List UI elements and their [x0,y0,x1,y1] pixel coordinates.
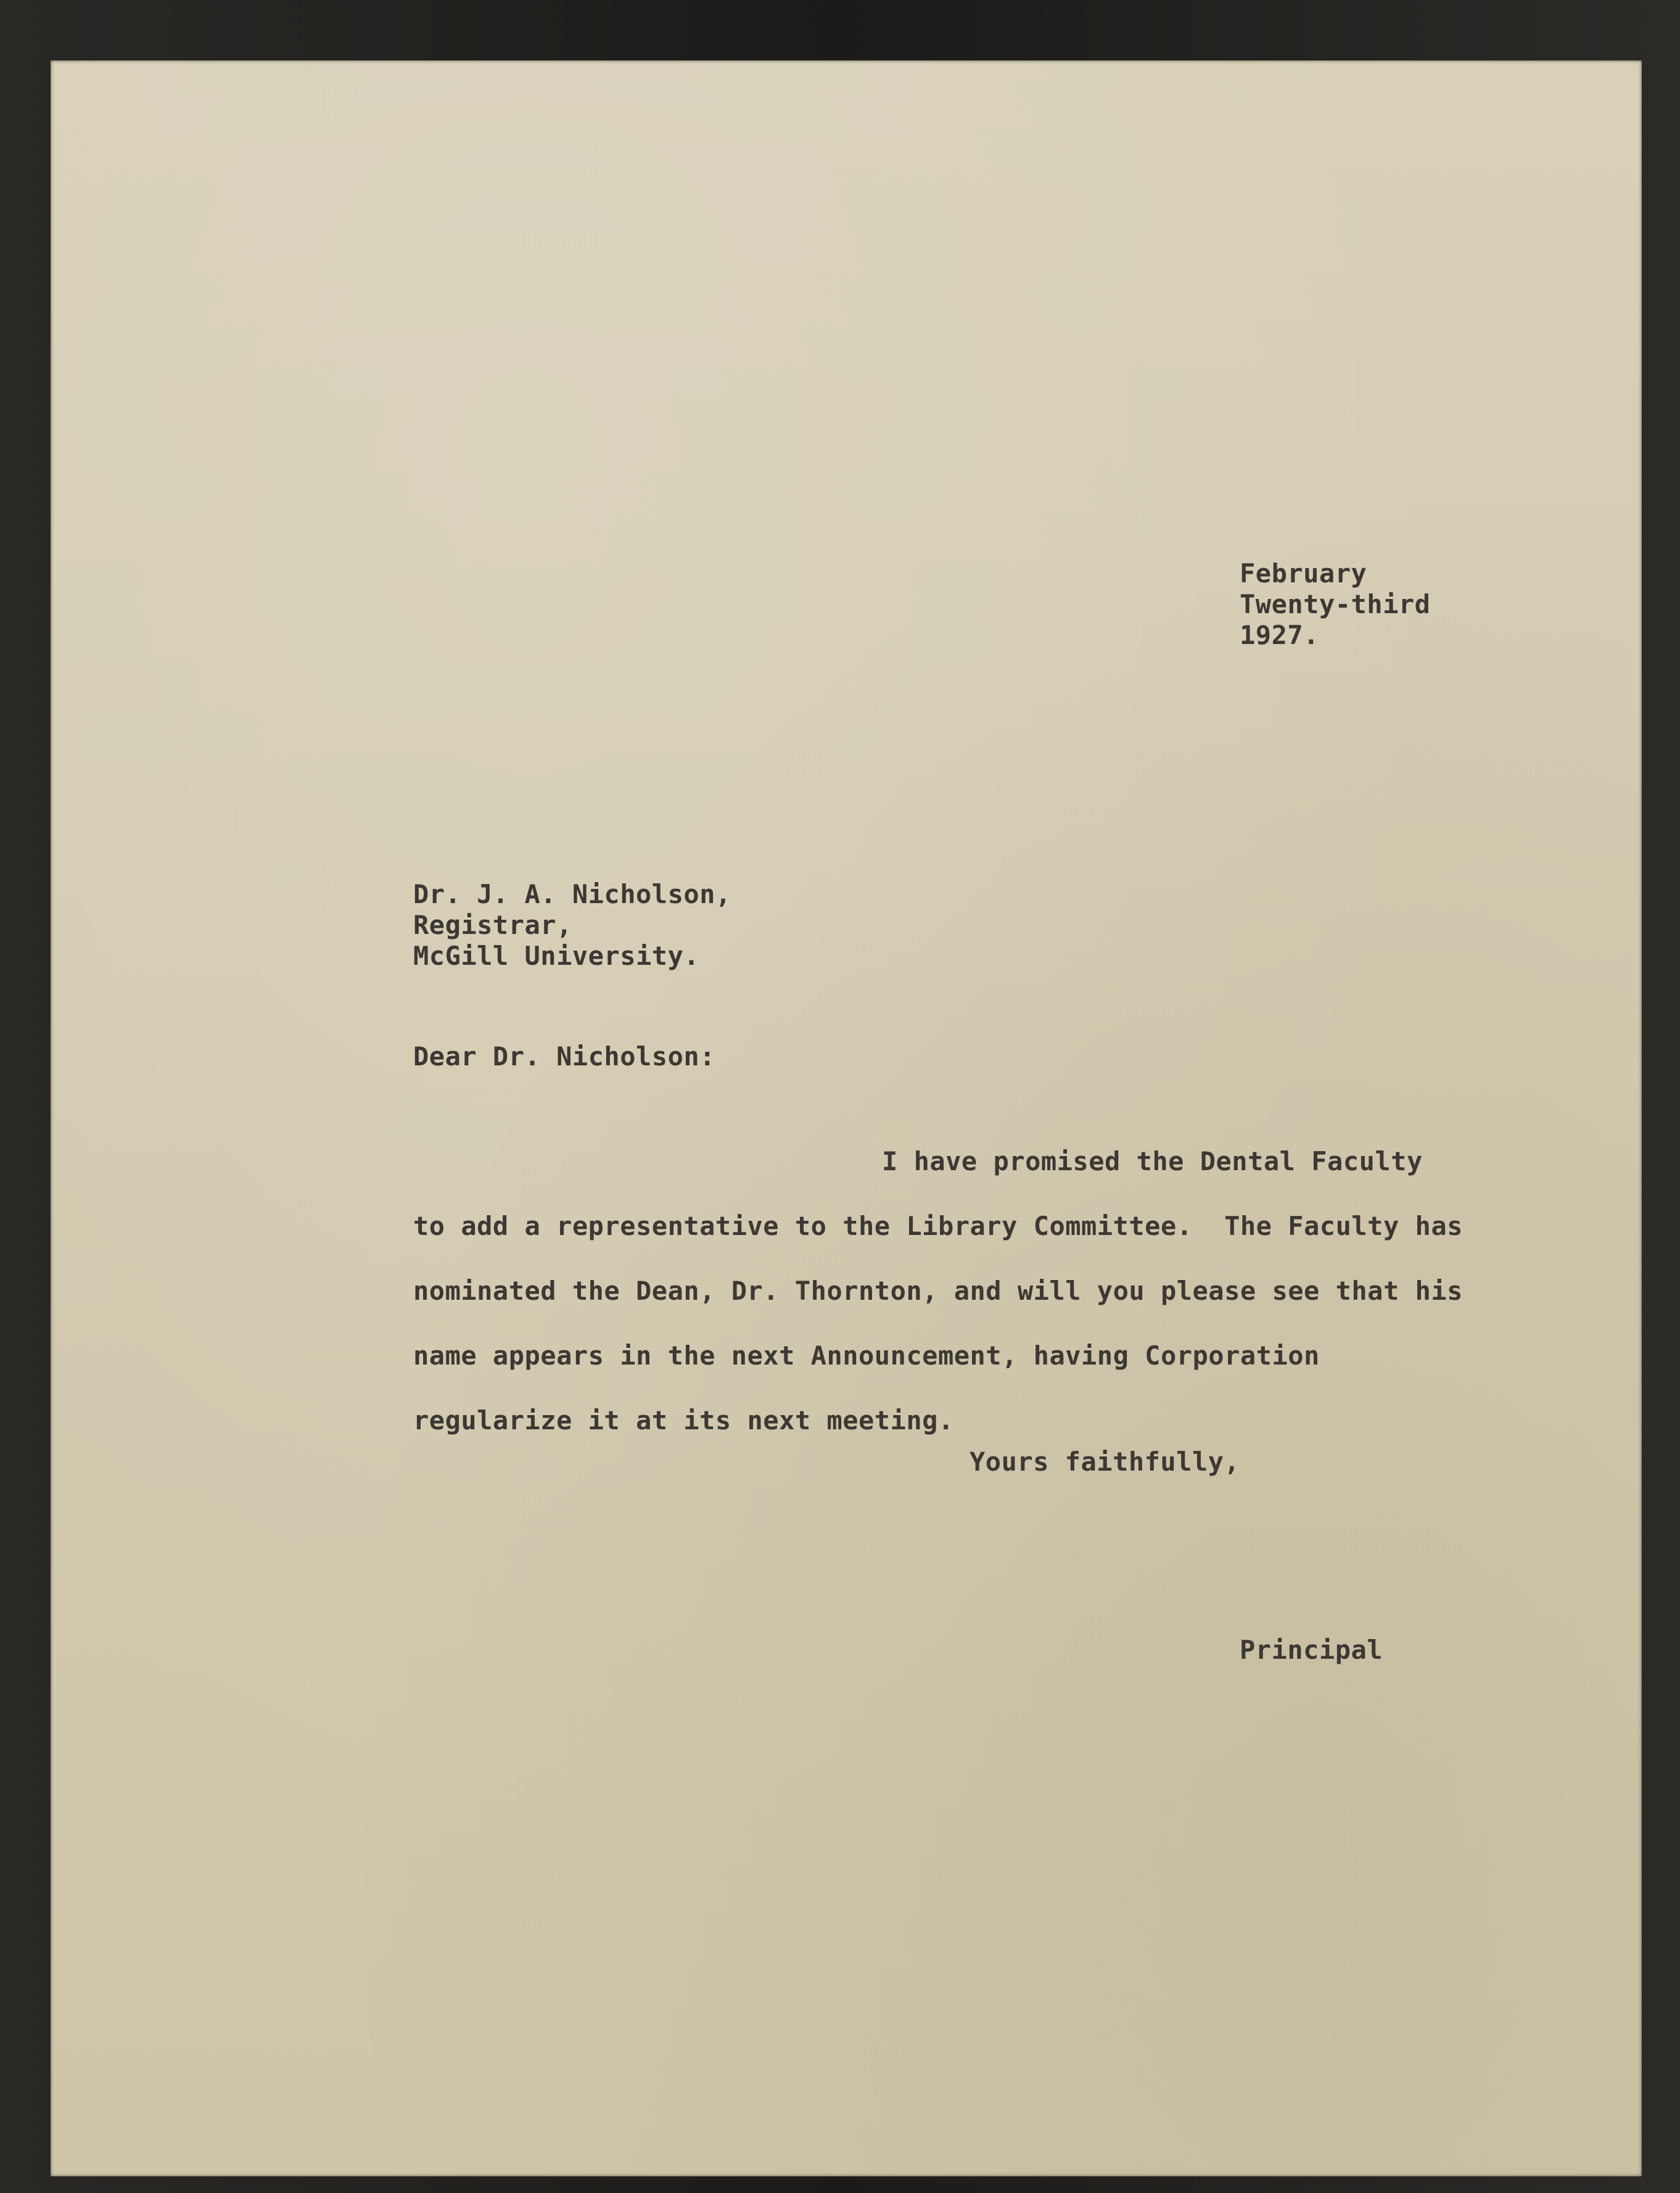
recipient-address [413,879,731,972]
recipient-name: Dr. J. A. Nicholson, [413,879,731,909]
date-month: February [1240,558,1367,589]
signer-title: Principal [1240,1635,1383,1665]
body-line: nominated the Dean, Dr. Thornton, and will you please see that his [413,1276,1463,1306]
letter-sheet [51,60,1642,2176]
body-line: name appears in the next Announcement, having Corporation [413,1340,1320,1371]
recipient-institution: McGill University. [413,941,700,971]
date-year: 1927. [1240,620,1319,650]
recipient-title: Registrar, [413,910,572,940]
body-line: I have promised the Dental Faculty [882,1146,1423,1176]
letter-date [1240,558,1430,651]
letter-body [413,1129,1463,1453]
date-day: Twenty-third [1240,589,1431,619]
complimentary-close: Yours faithfully, [970,1447,1240,1477]
body-line: regularize it at its next meeting. [413,1405,954,1435]
body-line: to add a representative to the Library Committee. The Faculty has [413,1211,1463,1241]
salutation: Dear Dr. Nicholson: [413,1041,715,1072]
